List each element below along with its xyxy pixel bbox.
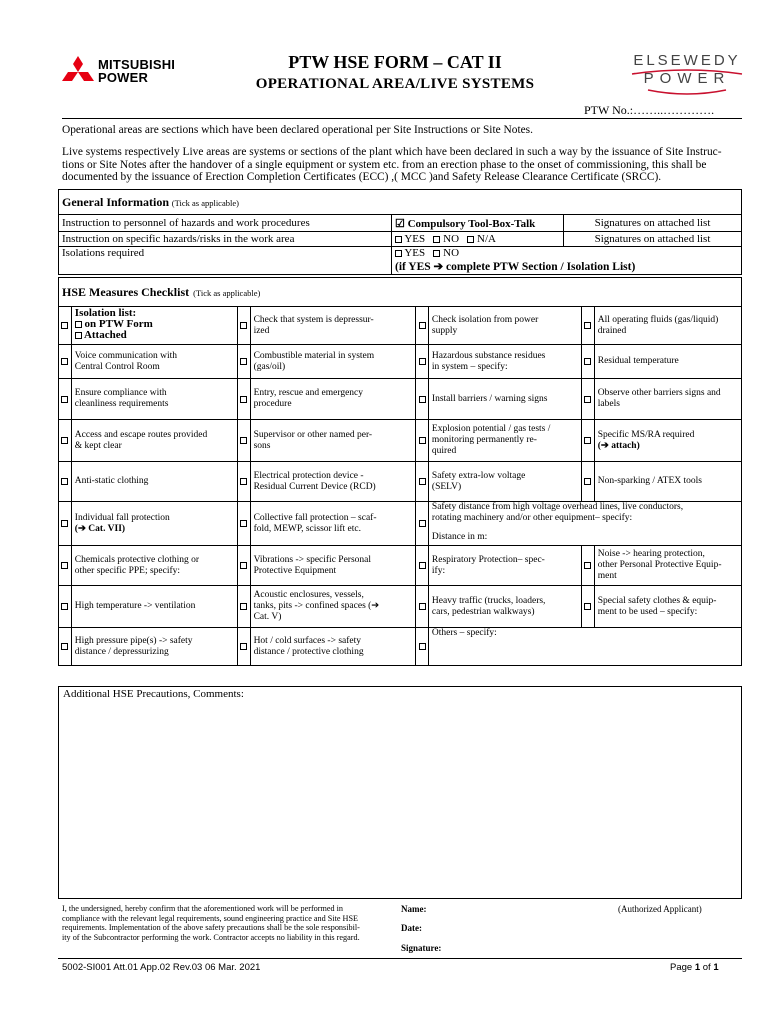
comments-label: Additional HSE Precautions, Comments: xyxy=(63,688,244,700)
authorized-applicant-label: (Authorized Applicant) xyxy=(618,904,702,914)
na-label: N/A xyxy=(477,233,496,245)
general-row2-signatures: Signatures on attached list xyxy=(564,232,742,247)
yes-label: YES xyxy=(404,233,426,245)
footer-divider xyxy=(58,958,742,959)
page-prefix: Page xyxy=(670,962,693,973)
checkbox-cell xyxy=(416,502,429,546)
checklist-heading: HSE Measures Checklist xyxy=(62,285,190,299)
checkbox-cell xyxy=(59,379,72,420)
checklist-item xyxy=(71,307,237,345)
name-label: Name: xyxy=(401,904,427,914)
checklist-checkbox[interactable] xyxy=(419,562,426,569)
intro-line: documented by the issuance of Erection Completion Certificates (ECC) ,( MCC )and Safety Release Clearance Certificate (SRCC). xyxy=(62,171,662,183)
checklist-item: Check that system is depressur- ized xyxy=(250,307,416,345)
page-of: of xyxy=(702,962,711,973)
checklist-checkbox[interactable] xyxy=(240,437,247,444)
checkbox-cell xyxy=(416,546,429,586)
checklist-item: Install barriers / warning signs xyxy=(428,379,581,420)
checkbox-cell xyxy=(237,586,250,628)
checkbox-cell xyxy=(416,462,429,502)
checklist-item: Check isolation from power supply xyxy=(428,307,581,345)
checkbox-cell xyxy=(416,345,429,379)
yes-checkbox[interactable] xyxy=(395,250,402,257)
checklist-row xyxy=(59,502,742,546)
checklist-checkbox[interactable] xyxy=(61,643,68,650)
checklist-checkbox[interactable] xyxy=(419,478,426,485)
checklist-item: Specific MS/RA required (➔ attach) xyxy=(594,420,741,462)
item-note: (➔ Cat. VII) xyxy=(74,523,126,534)
checkbox-cell xyxy=(237,345,250,379)
intro-line: Live systems respectively Live areas are systems or sections of the plant which have been declared in such a way by the issuance of Site Instruc- xyxy=(62,146,722,158)
checklist-checkbox[interactable] xyxy=(419,520,426,527)
checklist-heading-note: (Tick as applicable) xyxy=(193,288,261,298)
item-note: (➔ attach) xyxy=(597,440,640,451)
checklist-checkbox[interactable] xyxy=(75,321,82,328)
header-divider xyxy=(62,118,742,119)
checklist-row xyxy=(59,546,742,586)
checkbox-cell xyxy=(416,420,429,462)
checklist-item: Heavy traffic (trucks, loaders, cars, pedestrian walkways) xyxy=(428,586,581,628)
hse-checklist-table xyxy=(58,277,742,666)
checklist-checkbox[interactable] xyxy=(240,478,247,485)
checklist-item: Observe other barriers signs and labels xyxy=(594,379,741,420)
checklist-checkbox[interactable] xyxy=(584,437,591,444)
general-information-table xyxy=(58,189,742,275)
checklist-item: Safety distance from high voltage overhead lines, live conductors, rotating machinery and/or other equipment– specify: Distance in m: xyxy=(428,502,741,546)
checklist-item: Vibrations -> specific Personal Protective Equipment xyxy=(250,546,416,586)
isolation-list-title: Isolation list: xyxy=(74,307,137,319)
checklist-row xyxy=(59,345,742,379)
signature-label: Signature: xyxy=(401,943,442,953)
checklist-checkbox[interactable] xyxy=(240,603,247,610)
checklist-row xyxy=(59,307,742,345)
page-number xyxy=(670,962,719,973)
checklist-item: Voice communication with Central Control Room xyxy=(71,345,237,379)
general-row2-options xyxy=(392,232,564,247)
checklist-checkbox[interactable] xyxy=(419,322,426,329)
yes-checkbox[interactable] xyxy=(395,236,402,243)
general-row1-signatures: Signatures on attached list xyxy=(564,215,742,232)
checkbox-cell xyxy=(237,502,250,546)
checkbox-cell xyxy=(416,379,429,420)
no-label: NO xyxy=(443,247,460,259)
logo-text-line2: POWER xyxy=(643,70,731,87)
checkbox-cell xyxy=(237,628,250,666)
checkbox-cell xyxy=(416,586,429,628)
checklist-item: Electrical protection device - Residual Current Device (RCD) xyxy=(250,462,416,502)
checkbox-cell xyxy=(59,546,72,586)
checklist-item: Hazardous substance residues in system – specify: xyxy=(428,345,581,379)
form-title: PTW HSE FORM – CAT II xyxy=(288,52,502,72)
checklist-checkbox[interactable] xyxy=(61,562,68,569)
checkbox-cell xyxy=(59,502,72,546)
checklist-checkbox[interactable] xyxy=(61,396,68,403)
checklist-item: Supervisor or other named per- sons xyxy=(250,420,416,462)
checkbox-cell xyxy=(59,420,72,462)
intro-live-systems xyxy=(62,146,742,184)
checkbox-cell xyxy=(59,462,72,502)
checkbox-cell xyxy=(237,307,250,345)
checklist-item: Access and escape routes provided & kept clear xyxy=(71,420,237,462)
checklist-checkbox[interactable] xyxy=(61,437,68,444)
distance-field[interactable]: Distance in m: xyxy=(431,532,488,542)
checklist-item: Combustible material in system (gas/oil) xyxy=(250,345,416,379)
checklist-checkbox[interactable] xyxy=(584,396,591,403)
checklist-checkbox[interactable] xyxy=(75,332,82,339)
checklist-checkbox[interactable] xyxy=(419,603,426,610)
checklist-item: Safety extra-low voltage (SELV) xyxy=(428,462,581,502)
intro-line: tions or Site Notes after the handover of a single equipment or system etc. from an erection phase to the onset of commissioning, this shall be xyxy=(62,158,707,171)
declaration-text xyxy=(62,904,392,942)
declaration-line: compliance with the relevant legal requirements, sound engineering practice and Site HSE xyxy=(62,913,359,923)
checklist-checkbox[interactable] xyxy=(419,643,426,650)
checklist-checkbox[interactable] xyxy=(584,358,591,365)
checklist-row xyxy=(59,586,742,628)
checklist-item: High pressure pipe(s) -> safety distance / depressurizing xyxy=(71,628,237,666)
checklist-item: Non-sparking / ATEX tools xyxy=(594,462,741,502)
checklist-checkbox[interactable] xyxy=(240,358,247,365)
checkbox-cell xyxy=(237,546,250,586)
checklist-item: Acoustic enclosures, vessels, tanks, pits -> confined spaces (➔ Cat. V) xyxy=(250,586,416,628)
general-row3-options xyxy=(392,247,742,275)
checkbox-cell xyxy=(581,307,594,345)
checklist-item: Hot / cold surfaces -> safety distance / protective clothing xyxy=(250,628,416,666)
checklist-row xyxy=(59,420,742,462)
checklist-checkbox[interactable] xyxy=(584,478,591,485)
checkbox-cell xyxy=(59,628,72,666)
form-subtitle: OPERATIONAL AREA/LIVE SYSTEMS xyxy=(255,76,535,92)
checklist-item: Entry, rescue and emergency procedure xyxy=(250,379,416,420)
checklist-checkbox[interactable] xyxy=(584,603,591,610)
declaration-line: requirements. Implementation of the above safety precautions shall be the sole responsibil- xyxy=(62,923,360,932)
ptw-number-field[interactable]: PTW No.:……..…………. xyxy=(584,103,715,117)
no-checkbox[interactable] xyxy=(433,250,440,257)
na-checkbox[interactable] xyxy=(467,236,474,243)
checklist-checkbox[interactable] xyxy=(419,396,426,403)
intro-operational-areas: Operational areas are sections which have been declared operational per Site Instructions or Site Notes. xyxy=(62,124,533,136)
declaration-line: I, the undersigned, hereby confirm that the aforementioned work will be performed in xyxy=(62,904,344,913)
checklist-checkbox[interactable] xyxy=(61,520,68,527)
checklist-checkbox[interactable] xyxy=(61,603,68,610)
checklist-checkbox[interactable] xyxy=(61,322,68,329)
checklist-checkbox[interactable] xyxy=(584,562,591,569)
checklist-row xyxy=(59,379,742,420)
logo-text-line1: MITSUBISHI xyxy=(98,57,176,72)
general-row2-label: Instruction on specific hazards/risks in the work area xyxy=(59,232,392,247)
date-label: Date: xyxy=(401,923,422,933)
checklist-checkbox[interactable] xyxy=(240,396,247,403)
isolation-on-ptw-form: on PTW Form xyxy=(75,319,234,330)
checklist-row xyxy=(59,462,742,502)
checklist-checkbox[interactable] xyxy=(584,322,591,329)
checkbox-cell xyxy=(59,586,72,628)
isolation-note: (if YES ➔ complete PTW Section / Isolation List) xyxy=(395,261,636,273)
checkbox-cell xyxy=(237,420,250,462)
elsewedy-power-logo xyxy=(628,52,748,102)
checklist-item: Respiratory Protection– spec- ify: xyxy=(428,546,581,586)
isolation-attached: Attached xyxy=(75,330,234,341)
checklist-row xyxy=(59,628,742,666)
checkbox-cell xyxy=(237,379,250,420)
comments-box[interactable] xyxy=(58,686,742,899)
checkbox-cell xyxy=(59,307,72,345)
general-row1-label: Instruction to personnel of hazards and work procedures xyxy=(59,215,392,232)
toolbox-talk-option[interactable]: ☑ Compulsory Tool-Box-Talk xyxy=(392,215,564,232)
checklist-item: Residual temperature xyxy=(594,345,741,379)
checklist-item: Anti-static clothing xyxy=(71,462,237,502)
three-diamonds-icon xyxy=(62,56,94,86)
checklist-checkbox[interactable] xyxy=(419,358,426,365)
checkbox-cell xyxy=(581,586,594,628)
checkbox-cell xyxy=(581,546,594,586)
checklist-item: Noise -> hearing protection, other Personal Protective Equip- ment xyxy=(594,546,741,586)
checklist-checkbox[interactable] xyxy=(419,437,426,444)
general-row3-label: Isolations required xyxy=(59,247,392,275)
general-heading: General Information xyxy=(62,194,169,209)
swoosh-bottom-icon xyxy=(628,88,746,98)
logo-text-line2: POWER xyxy=(98,70,149,85)
checkbox-cell xyxy=(581,462,594,502)
checklist-item: Collective fall protection – scaf- fold, MEWP, scissor lift etc. xyxy=(250,502,416,546)
checkbox-cell xyxy=(416,307,429,345)
checklist-item: All operating fluids (gas/liquid) drained xyxy=(594,307,741,345)
checklist-item: Special safety clothes & equip- ment to be used – specify: xyxy=(594,586,741,628)
document-reference: 5002-SI001 Att.01 App.02 Rev.03 06 Mar. 2021 xyxy=(62,962,261,973)
checklist-item: Ensure compliance with cleanliness requirements xyxy=(71,379,237,420)
checklist-item: Chemicals protective clothing or other specific PPE; specify: xyxy=(71,546,237,586)
no-label: NO xyxy=(443,233,460,245)
checklist-checkbox[interactable] xyxy=(61,478,68,485)
checklist-checkbox[interactable] xyxy=(240,322,247,329)
checklist-item: Explosion potential / gas tests / monitoring permanently re- quired xyxy=(428,420,581,462)
general-heading-note: (Tick as applicable) xyxy=(171,197,239,208)
mitsubishi-power-logo xyxy=(62,56,212,96)
checklist-checkbox[interactable] xyxy=(240,562,247,569)
checkbox-cell xyxy=(581,379,594,420)
checklist-checkbox[interactable] xyxy=(240,520,247,527)
checkbox-cell xyxy=(581,345,594,379)
page-total: 1 xyxy=(713,962,719,973)
yes-label: YES xyxy=(404,247,426,259)
checklist-checkbox[interactable] xyxy=(240,643,247,650)
declaration-line: ity of the Subcontractor performing the work. Contractor accepts no liability in this regard. xyxy=(62,932,360,942)
checklist-item: Others – specify: xyxy=(428,628,741,666)
page-current: 1 xyxy=(694,962,701,973)
checkbox-cell xyxy=(416,628,429,666)
checklist-checkbox[interactable] xyxy=(61,358,68,365)
checkbox-cell xyxy=(59,345,72,379)
checkbox-cell xyxy=(237,462,250,502)
checkbox-cell xyxy=(581,420,594,462)
no-checkbox[interactable] xyxy=(433,236,440,243)
checklist-item: Individual fall protection (➔ Cat. VII) xyxy=(71,502,237,546)
checklist-item: High temperature -> ventilation xyxy=(71,586,237,628)
logo-text-line1: ELSEWEDY xyxy=(633,52,741,69)
